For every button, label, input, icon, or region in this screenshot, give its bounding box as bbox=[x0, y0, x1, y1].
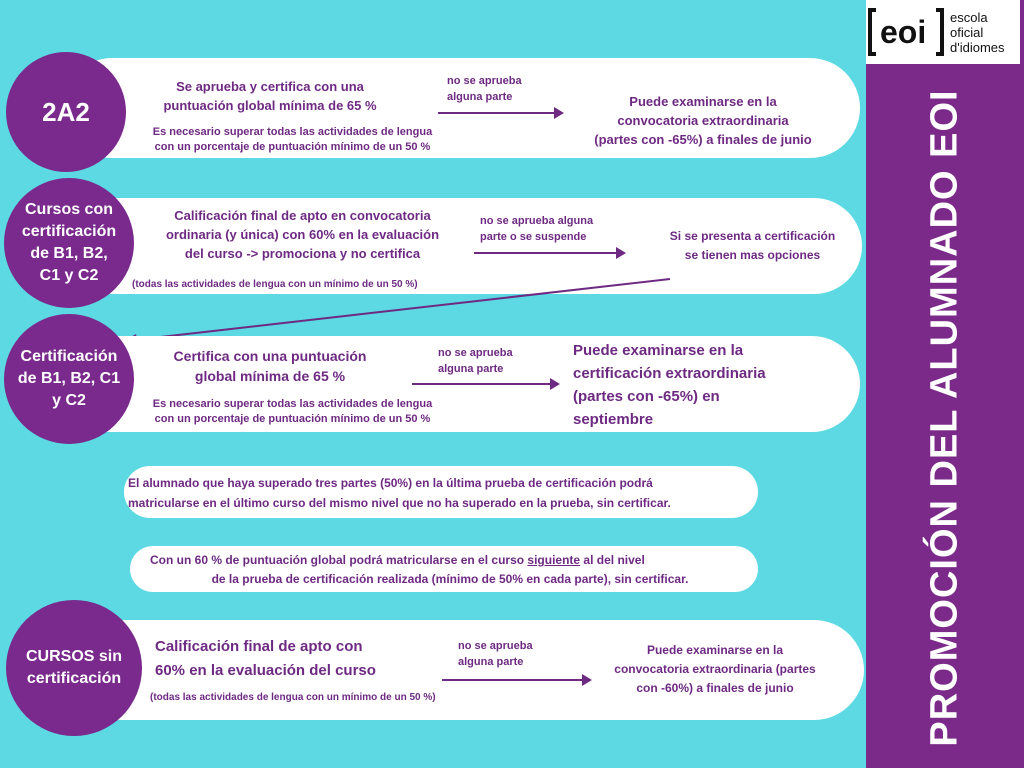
row3-arrow-label-1: no se aprueba bbox=[438, 347, 513, 359]
row1-main-line1: Se aprueba y certifica con una bbox=[176, 79, 364, 94]
logo-line-1: escola bbox=[950, 10, 988, 25]
row3-result-line4: septiembre bbox=[573, 411, 654, 428]
row4-arrow bbox=[442, 679, 590, 681]
row3-result-line1: Puede examinarse en la bbox=[573, 342, 744, 359]
row2-note: (todas las actividades de lengua con un mínimo de un 50 %) bbox=[132, 279, 418, 290]
row3-note bbox=[135, 397, 450, 427]
row2-circle-line2: certificación bbox=[21, 223, 117, 240]
row4-circle-line2: certificación bbox=[26, 670, 122, 687]
row1-result-line1: Puede examinarse en la bbox=[629, 94, 777, 109]
row2-circle-line3: de B1, B2, bbox=[30, 245, 108, 262]
row1-note-line1: Es necesario superar todas las actividades de lengua bbox=[152, 126, 433, 138]
note2-line2: de la prueba de certificación realizada (mínimo de 50% en cada parte), sin certificar. bbox=[211, 572, 689, 586]
row2-result-line1: Si se presenta a certificación bbox=[669, 229, 836, 243]
note2-line1a: Con un 60 % de puntuación global podrá matricularse en el curso bbox=[150, 553, 528, 567]
row3-arrow bbox=[412, 383, 558, 385]
row2-circle-line4: C1 y C2 bbox=[39, 267, 99, 284]
note2-line1c: al del nivel bbox=[580, 553, 645, 567]
row3-circle-line3: y C2 bbox=[52, 392, 86, 409]
row2-arrow-label-2: parte o se suspende bbox=[480, 231, 587, 243]
logo-line-3: d'idiomes bbox=[950, 40, 1005, 55]
logo-mark: eoi bbox=[880, 14, 927, 50]
row3-main bbox=[150, 346, 390, 386]
page-title: PROMOCIÓN DEL ALUMNADO EOI bbox=[923, 89, 966, 747]
note2-line1 bbox=[150, 551, 750, 570]
note2-underlined: siguiente bbox=[527, 553, 581, 567]
row1-note-line2: con un porcentaje de puntuación mínimo de un 50 % bbox=[154, 141, 431, 153]
note1-line1: El alumnado que haya superado tres partes (50%) en la última prueba de certificación podrá bbox=[128, 476, 653, 490]
row1-result-line3: (partes con -65%) a finales de junio bbox=[594, 132, 812, 147]
logo-line-2: oficial bbox=[950, 25, 984, 40]
row3-arrow-label-2: alguna parte bbox=[438, 363, 504, 375]
row4-result-line2: convocatoria extraordinaria (partes bbox=[614, 662, 816, 676]
row3-note-line1: Es necesario superar todas las actividades de lengua bbox=[152, 398, 433, 410]
row3-result-line2: certificación extraordinaria bbox=[573, 365, 766, 382]
row2-main-line1: Calificación final de apto en convocatoria bbox=[174, 208, 431, 223]
row4-circle bbox=[6, 600, 142, 736]
row4-arrow-label bbox=[458, 638, 533, 670]
row2-result-line2: se tienen mas opciones bbox=[684, 248, 821, 262]
logo-svg bbox=[866, 0, 1020, 64]
row3-arrow-label bbox=[438, 345, 513, 377]
row1-circle: 2A2 bbox=[6, 52, 126, 172]
row3-result-line3: (partes con -65%) en bbox=[573, 388, 720, 405]
row3-circle bbox=[4, 314, 134, 444]
row4-main bbox=[155, 635, 376, 683]
eoi-logo bbox=[866, 0, 1020, 64]
row1-main-line2: puntuación global mínima de 65 % bbox=[163, 98, 377, 113]
row3-main-line1: Certifica con una puntuación bbox=[173, 348, 367, 364]
row4-arrow-label-2: alguna parte bbox=[458, 656, 524, 668]
row2-arrow-label-1: no se aprueba alguna bbox=[480, 215, 594, 227]
row3-circle-line1: Certificación bbox=[20, 348, 118, 365]
note2-text bbox=[150, 551, 750, 589]
row3-main-line2: global mínima de 65 % bbox=[194, 368, 346, 384]
row2-main-line3: del curso -> promociona y no certifica bbox=[184, 246, 421, 261]
row2-main-line2: ordinaria (y única) con 60% en la evaluación bbox=[165, 227, 440, 242]
row4-result-line3: con -60%) a finales de junio bbox=[636, 681, 794, 695]
row4-main-line2: 60% en la evaluación del curso bbox=[155, 662, 376, 679]
row4-arrow-label-1: no se aprueba bbox=[458, 640, 533, 652]
note1-line2: matricularse en el último curso del mismo nivel que no ha superado en la prueba, sin certificar. bbox=[128, 496, 671, 510]
row1-arrow-label-2: alguna parte bbox=[447, 91, 513, 103]
row2-circle-line1: Cursos con bbox=[24, 201, 113, 218]
note1-text bbox=[128, 473, 768, 513]
row4-main-line1: Calificación final de apto con bbox=[155, 638, 363, 655]
row4-note: (todas las actividades de lengua con un mínimo de un 50 %) bbox=[150, 692, 436, 703]
row4-result-line1: Puede examinarse en la bbox=[646, 643, 784, 657]
row3-note-line2: con un porcentaje de puntuación mínimo de un 50 % bbox=[154, 413, 431, 425]
row1-result-line2: convocatoria extraordinaria bbox=[617, 113, 789, 128]
row4-result bbox=[600, 641, 830, 698]
row1-arrow-label-1: no se aprueba bbox=[447, 75, 522, 87]
vertical-title-box bbox=[866, 68, 1024, 768]
row3-result bbox=[573, 339, 766, 431]
row4-circle-line1: CURSOS sin bbox=[25, 648, 122, 665]
row3-circle-line2: de B1, B2, C1 bbox=[17, 370, 121, 387]
